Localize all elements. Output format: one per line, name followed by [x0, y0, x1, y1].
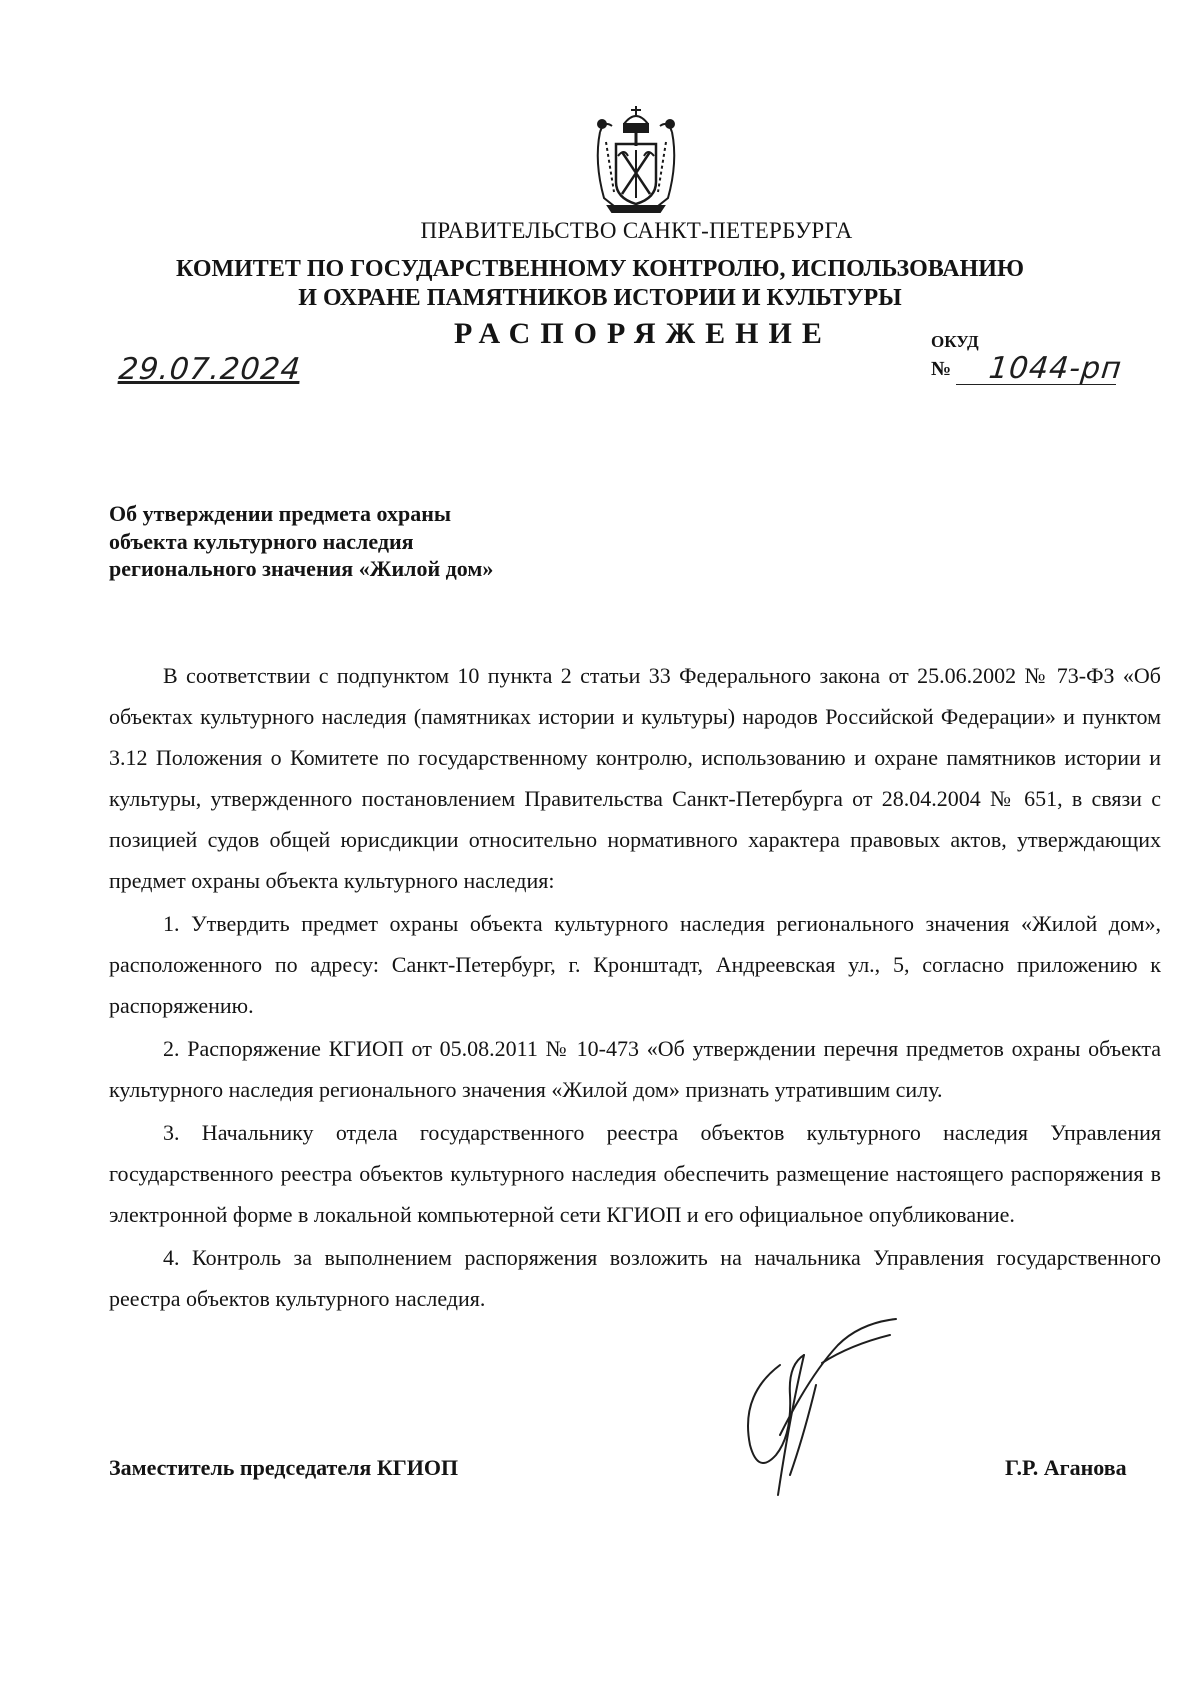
handwritten-number: 1044-рп: [987, 351, 1124, 386]
committee-name: [0, 255, 1200, 313]
body-item-2: 2. Распоряжение КГИОП от 05.08.2011 № 10-473 «Об утверждении перечня предметов охраны объекта культурного наследия регионального значения «Жилой дом» признать утратившим силу.: [109, 1036, 1161, 1102]
handwritten-date: 29.07.2024: [117, 352, 303, 387]
body-item-4: 4. Контроль за выполнением распоряжения возложить на начальника Управления государственного реестра объектов культурного наследия.: [109, 1245, 1161, 1311]
signer-title: Заместитель председателя КГИОП: [109, 1455, 459, 1480]
document-body: [109, 655, 1161, 1319]
okud-label: ОКУД: [931, 332, 979, 351]
coat-of-arms-emblem: [590, 102, 682, 214]
government-name: ПРАВИТЕЛЬСТВО САНКТ-ПЕТЕРБУРГА: [420, 218, 853, 243]
body-preamble: В соответствии с подпунктом 10 пункта 2 статьи 33 Федерального закона от 25.06.2002 № 73-ФЗ «Об объектах культурного наследия (памятниках истории и культуры) народов Российской Федерации» и пунктом 3.12 Положения о Комитете по государственному контролю, использованию и охране памятников истории и культуры, утвержденного постановлением Правительства Санкт-Петербурга от 28.04.2004 № 651, в связи с позицией судов общей юрисдикции относительно нормативного характера правовых актов, утверждающих предмет охраны объекта культурного наследия:: [109, 663, 1161, 893]
committee-name-line1: КОМИТЕТ ПО ГОСУДАРСТВЕННОМУ КОНТРОЛЮ, ИСПОЛЬЗОВАНИЮ: [176, 256, 1024, 282]
subject-line: регионального значения «Жилой дом»: [109, 556, 494, 581]
body-item-1: 1. Утвердить предмет охраны объекта культурного наследия регионального значения «Жилой дом», расположенного по адресу: Санкт-Петербург, г. Кронштадт, Андреевская ул., 5, согласно приложению к распоряжению.: [109, 911, 1161, 1018]
number-prefix: №: [931, 358, 952, 380]
handwritten-signature: [720, 1315, 920, 1515]
committee-name-line2: И ОХРАНЕ ПАМЯТНИКОВ ИСТОРИИ И КУЛЬТУРЫ: [298, 285, 902, 311]
document-type: РАСПОРЯЖЕНИЕ: [454, 317, 832, 350]
subject-line: объекта культурного наследия: [109, 528, 414, 554]
signer-name: Г.Р. Аганова: [1005, 1455, 1127, 1480]
document-subject: [109, 500, 629, 583]
subject-line: Об утверждении предмета охраны: [109, 501, 452, 526]
body-item-3: 3. Начальнику отдела государственного реестра объектов культурного наследия Управления государственного реестра объектов культурного наследия обеспечить размещение настоящего распоряжения в электронной форме в локальной компьютерной сети КГИОП и его официальное опубликование.: [109, 1120, 1161, 1227]
